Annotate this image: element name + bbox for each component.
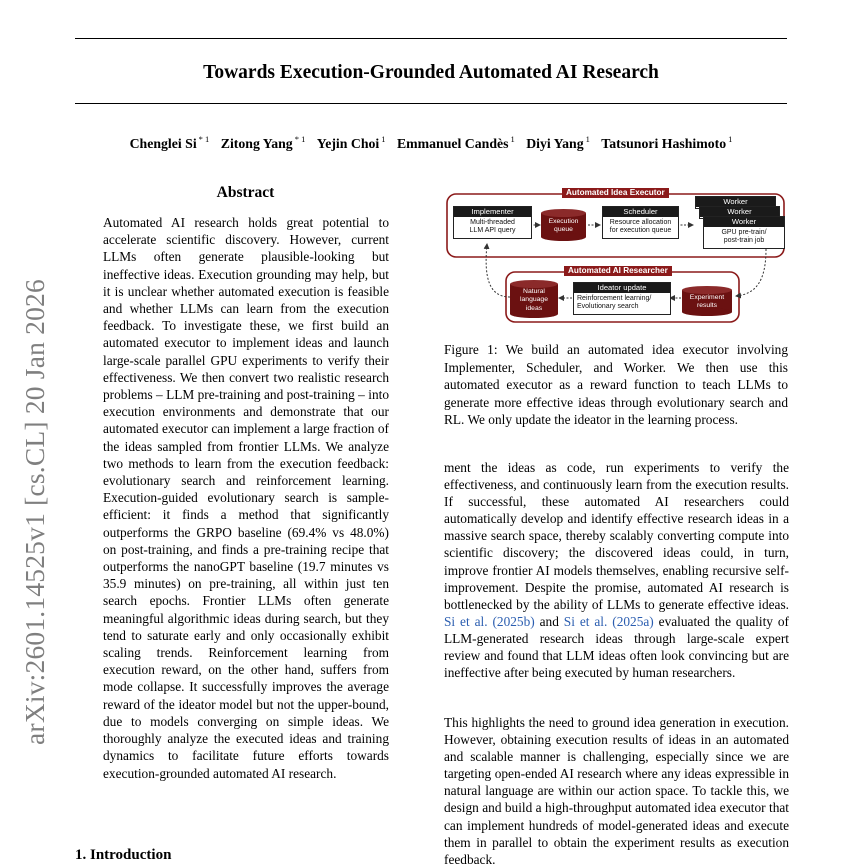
author-name: Emmanuel Candès: [396, 135, 509, 151]
worker-line: post-train job: [723, 237, 765, 245]
author: [130, 136, 210, 151]
scheduler-line: for execution queue: [609, 227, 672, 235]
ideator-line: Evolutionary search: [577, 303, 639, 311]
arxiv-identifier-text: arXiv:2601.14525v1 [cs.CL] 20 Jan 2026: [19, 279, 50, 745]
author-affiliation: 1: [510, 134, 515, 144]
intro-text: and: [534, 613, 564, 629]
scheduler-box: [602, 206, 679, 239]
author-list: [60, 134, 802, 152]
execution-queue-line: Execution: [548, 218, 579, 225]
figure-1-diagram: [444, 186, 789, 326]
ideas-line: ideas: [525, 304, 543, 312]
title-rule-bottom: [75, 103, 787, 104]
intro-paragraph: This highlights the need to ground idea generation in execution. However, obtaining execution results of ideas in an automated and scalable manner is challenging, especially since we are targeting open-ended AI research where any ideas expressible in natural language are within our action space. To tackle this, we design and build a high-throughput automated idea executor that can implement hundreds of model-generated ideas and execute them in parallel to obtain the experiment results as execution feedback.: [444, 715, 789, 867]
author: [317, 136, 386, 151]
author-affiliation: 1: [381, 134, 386, 144]
worker-middle-title: Worker: [700, 207, 779, 217]
execution-queue-label: [541, 218, 586, 235]
author: [601, 136, 732, 151]
results-label: [682, 294, 732, 311]
worker-box: [703, 216, 785, 249]
implementer-box: [453, 206, 532, 239]
results-line: results: [696, 302, 718, 310]
ideator-title: Ideator update: [574, 283, 670, 293]
implementer-title: Implementer: [454, 207, 531, 217]
author-name: Chenglei Si: [129, 135, 197, 151]
ideas-label: [510, 288, 558, 313]
title-rule-top: [75, 38, 787, 39]
arxiv-identifier[interactable]: [18, 258, 52, 766]
author-affiliation: * 1: [198, 134, 210, 144]
abstract-heading: Abstract: [216, 184, 275, 201]
worker-line: GPU pre-train/: [721, 228, 767, 236]
citation-link[interactable]: Si et al. (2025a): [563, 613, 654, 629]
worker-back-title: Worker: [696, 197, 775, 207]
author-affiliation: 1: [728, 134, 733, 144]
arrow-worker-to-results: [736, 249, 766, 296]
scheduler-line: Resource allocation: [609, 218, 672, 226]
author-name: Yejin Choi: [316, 135, 380, 151]
author-name: Tatsunori Hashimoto: [601, 135, 727, 151]
author-affiliation: 1: [585, 134, 590, 144]
author-name: Zitong Yang: [220, 135, 293, 151]
executor-label: Automated Idea Executor: [562, 188, 669, 198]
author: [397, 136, 515, 151]
worker-title: Worker: [704, 217, 784, 227]
section-heading-introduction: 1. Introduction: [75, 847, 172, 863]
results-line: Experiment: [689, 294, 725, 301]
author-name: Diyi Yang: [526, 135, 584, 151]
intro-text: ment the ideas as code, run experiments to verify the effectiveness, and continuously learn from the execution results. If successful, these automated AI researchers could automatically develop and identify effective research ideas in a massive search space, thereby scalably converting compute into scientific discovery; the discovered ideas could, in turn, improve frontier AI models themselves, enabling recursive self-improvement. Despite the promise, automated AI research is bottlenecked by the ability of LLMs to generate effective ideas.: [444, 460, 789, 612]
execution-queue-line: queue: [554, 226, 573, 234]
author: [221, 136, 306, 151]
citation-link[interactable]: Si et al. (2025b): [444, 613, 535, 629]
figure-1-caption: Figure 1: We build an automated idea executor involving Implementer, Scheduler, and Worker. We then use this automated executor as a reward function to teach LLMs to generate more effective ideas through evolutionary search and RL. We only update the ideator in the learning process.: [444, 342, 788, 428]
researcher-label: Automated AI Researcher: [564, 266, 672, 276]
author-affiliation: * 1: [294, 134, 306, 144]
scheduler-title: Scheduler: [603, 207, 678, 217]
intro-text: evaluated the quality of LLM-generated research ideas through large-scale expert review and found that LLM ideas often look convincing but are ineffective after being executed by human researchers.: [444, 613, 789, 681]
ideator-line: Reinforcement learning/: [577, 294, 652, 302]
ideator-box: [573, 282, 671, 315]
abstract-body: Automated AI research holds great potential to accelerate scientific discovery. However, current LLMs often generate plausible-looking but ineffective ideas. Execution grounding may help, but it is unclear whether automated execution is feasible and whether LLMs can learn from the execution feedback. To investigate these, we first build an automated executor to implement ideas and launch large-scale parallel GPU experiments to verify their effectiveness. We then convert two realistic research problems – LLM pre-training and post-training – into execution environments and demonstrate that our automated executor can implement a large fraction of the ideas sampled from frontier LLMs. We analyze two methods to learn from the execution feedback: evolutionary search and reinforcement learning. Execution-guided evolutionary search is sample-efficient: it finds a method that significantly outperforms the GRPO baseline (69.4% vs 48.0%) on post-training, and finds a pre-training recipe that outperforms the nanoGPT baseline (19.7 minutes vs 35.9 minutes) on pre-training, all within just ten search epochs. Frontier LLMs often generate meaningful algorithmic ideas during search, but they tend to saturate early and only occasionally exhibit scaling trends. Reinforcement learning from execution reward, on the other hand, suffers from mode collapse. It successfully improves the average reward of the ideator model but not the upper-bound, due to models converging on simple ideas. We thoroughly analyze the executed ideas and training dynamics to facilitate future efforts towards execution-grounded automated AI research.: [103, 215, 389, 781]
intro-paragraph: [444, 459, 789, 681]
implementer-line: LLM API query: [469, 227, 516, 235]
implementer-line: Multi-threaded: [470, 218, 515, 226]
ideas-line: language: [520, 296, 548, 304]
ideas-line: Natural: [523, 288, 545, 295]
author: [526, 136, 590, 151]
paper-title: Towards Execution-Grounded Automated AI Research: [203, 62, 659, 83]
